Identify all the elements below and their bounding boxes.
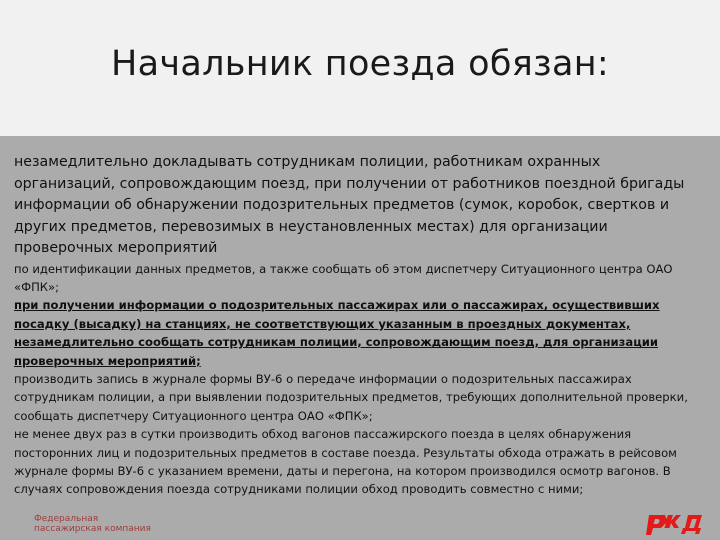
paragraph-identification: по идентификации данных предметов, а также сообщать об этом диспетчеру Ситуационного центра ОАО «ФПК»; <box>14 261 673 294</box>
paragraph-suspicious-passengers: при получении информации о подозрительных пассажирах или о пассажирах, осуществивших посадку (высадку) на станциях, не соответствующих указанным в проездных документах, незамедлительно сообщать сотрудникам полиции, сопровождающим поезд, для организации проверочных мероприятий; <box>14 298 660 368</box>
slide-title: Начальник поезда обязан: <box>111 44 609 84</box>
company-name-line2: пассажирская компания <box>34 524 151 534</box>
rzd-logo-icon <box>646 506 706 536</box>
company-name-line1: Федеральная <box>34 514 99 524</box>
title-band <box>0 0 720 136</box>
paragraph-report-objects: незамедлительно докладывать сотрудникам полиции, работникам охранных организаций, сопровождающим поезд, при получении от работников поездной бригады информации об обнаружении подозрительных предметов (сумок, коробок, свертков и других предметов, перевозимых в неустановленных местах) для организации проверочных мероприятий <box>14 154 685 256</box>
slide-body <box>14 152 698 499</box>
paragraph-car-inspection: не менее двух раз в сутки производить обход вагонов пассажирского поезда в целях обнаружения посторонних лиц и подозрительных предметов в составе поезда. Результаты обхода отражать в рейсовом журнале формы ВУ-6 с указанием времени, даты и перегона, на котором производился осмотр вагонов. В случаях сопровождения поезда сотрудниками полиции обход проводить совместно с ними; <box>14 427 677 497</box>
paragraph-journal-entry: производить запись в журнале формы ВУ-6 о передаче информации о подозрительных пассажирах сотрудникам полиции, а при выявлении подозрительных предметов, требующих дополнительной проверки, сообщать диспетчеру Ситуационного центра ОАО «ФПК»; <box>14 371 688 423</box>
company-name <box>34 514 151 534</box>
